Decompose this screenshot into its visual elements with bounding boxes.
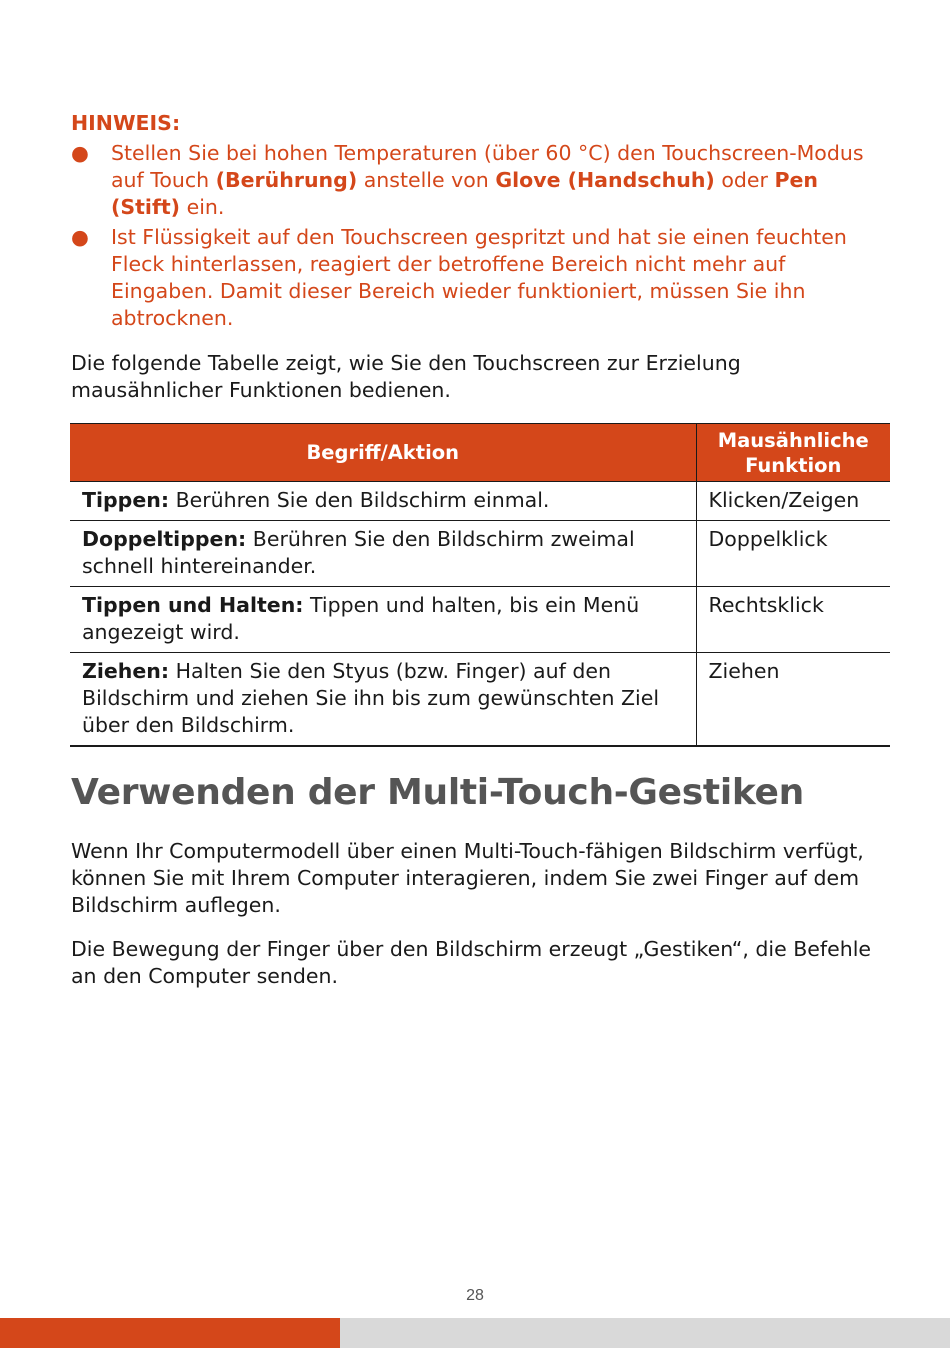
action-description: Tippen und halten, bis ein Menü angezeigt wird. — [82, 593, 640, 644]
note-keyword-pen: Pen (Stift) — [111, 168, 818, 219]
note-text: Ist Flüssigkeit auf den Touchscreen gespritzt und hat sie einen feuchten Fleck hinterlassen, reagiert der betroffene Bereich nicht mehr auf Eingaben. Damit dieser Bereich wieder funktioniert, müssen Sie ihn abtrocknen. — [111, 225, 847, 330]
table-header-term: Begriff/Aktion — [70, 424, 696, 482]
page-number: 28 — [466, 1287, 484, 1304]
table-row — [70, 653, 890, 747]
table-header-row — [70, 424, 890, 482]
table-cell-action — [70, 521, 696, 587]
note-text: anstelle von — [357, 168, 496, 192]
note-item-temperature — [71, 140, 881, 221]
section-paragraph-1: Wenn Ihr Computermodell über einen Multi-Touch-fähigen Bildschirm verfügt, können Sie mit Ihrem Computer interagieren, indem Sie zwei Finger auf dem Bildschirm auflegen. — [71, 839, 864, 917]
action-description: Berühren Sie den Bildschirm einmal. — [169, 488, 550, 512]
action-term: Tippen: — [82, 488, 170, 512]
note-title: HINWEIS: — [71, 111, 181, 135]
table-cell-action — [70, 653, 696, 747]
section-heading: Verwenden der Multi-Touch-Gestiken — [71, 772, 804, 813]
note-keyword-glove: Glove (Handschuh) — [495, 168, 715, 192]
action-term: Tippen und Halten: — [82, 593, 304, 617]
note-text: ein. — [180, 195, 225, 219]
note-list — [71, 140, 881, 332]
footer-gray-bar — [340, 1318, 950, 1348]
note-box — [71, 110, 881, 335]
table-cell-action — [70, 587, 696, 653]
bullet-icon: ● — [71, 225, 89, 249]
note-text: oder — [714, 168, 775, 192]
table-cell-function: Ziehen — [696, 653, 890, 747]
action-description: Berühren Sie den Bildschirm zweimal schnell hintereinander. — [82, 527, 635, 578]
bullet-icon: ● — [71, 141, 89, 165]
table-cell-action — [70, 482, 696, 521]
intro-paragraph: Die folgende Tabelle zeigt, wie Sie den Touchscreen zur Erzielung mausähnlicher Funktionen bedienen. — [71, 351, 741, 402]
action-term: Ziehen: — [82, 659, 170, 683]
table-header-function: Mausähnliche Funktion — [696, 424, 890, 482]
note-keyword-touch: (Berührung) — [215, 168, 358, 192]
table-cell-function: Rechtsklick — [696, 587, 890, 653]
note-text: Stellen Sie bei hohen Temperaturen (über 60 °C) den Touchscreen-Modus auf Touch — [111, 141, 864, 192]
table-cell-function: Klicken/Zeigen — [696, 482, 890, 521]
note-item-liquid — [71, 224, 881, 332]
footer-accent-bar — [0, 1318, 340, 1348]
action-term: Doppeltippen: — [82, 527, 247, 551]
table-row — [70, 521, 890, 587]
mouse-function-table — [70, 423, 890, 747]
action-description: Halten Sie den Styus (bzw. Finger) auf den Bildschirm und ziehen Sie ihn bis zum gewünschten Ziel über den Bildschirm. — [82, 659, 660, 737]
table-row — [70, 482, 890, 521]
section-paragraph-2: Die Bewegung der Finger über den Bildschirm erzeugt „Gestiken“, die Befehle an den Computer senden. — [71, 937, 872, 988]
table-cell-function: Doppelklick — [696, 521, 890, 587]
table-row — [70, 587, 890, 653]
